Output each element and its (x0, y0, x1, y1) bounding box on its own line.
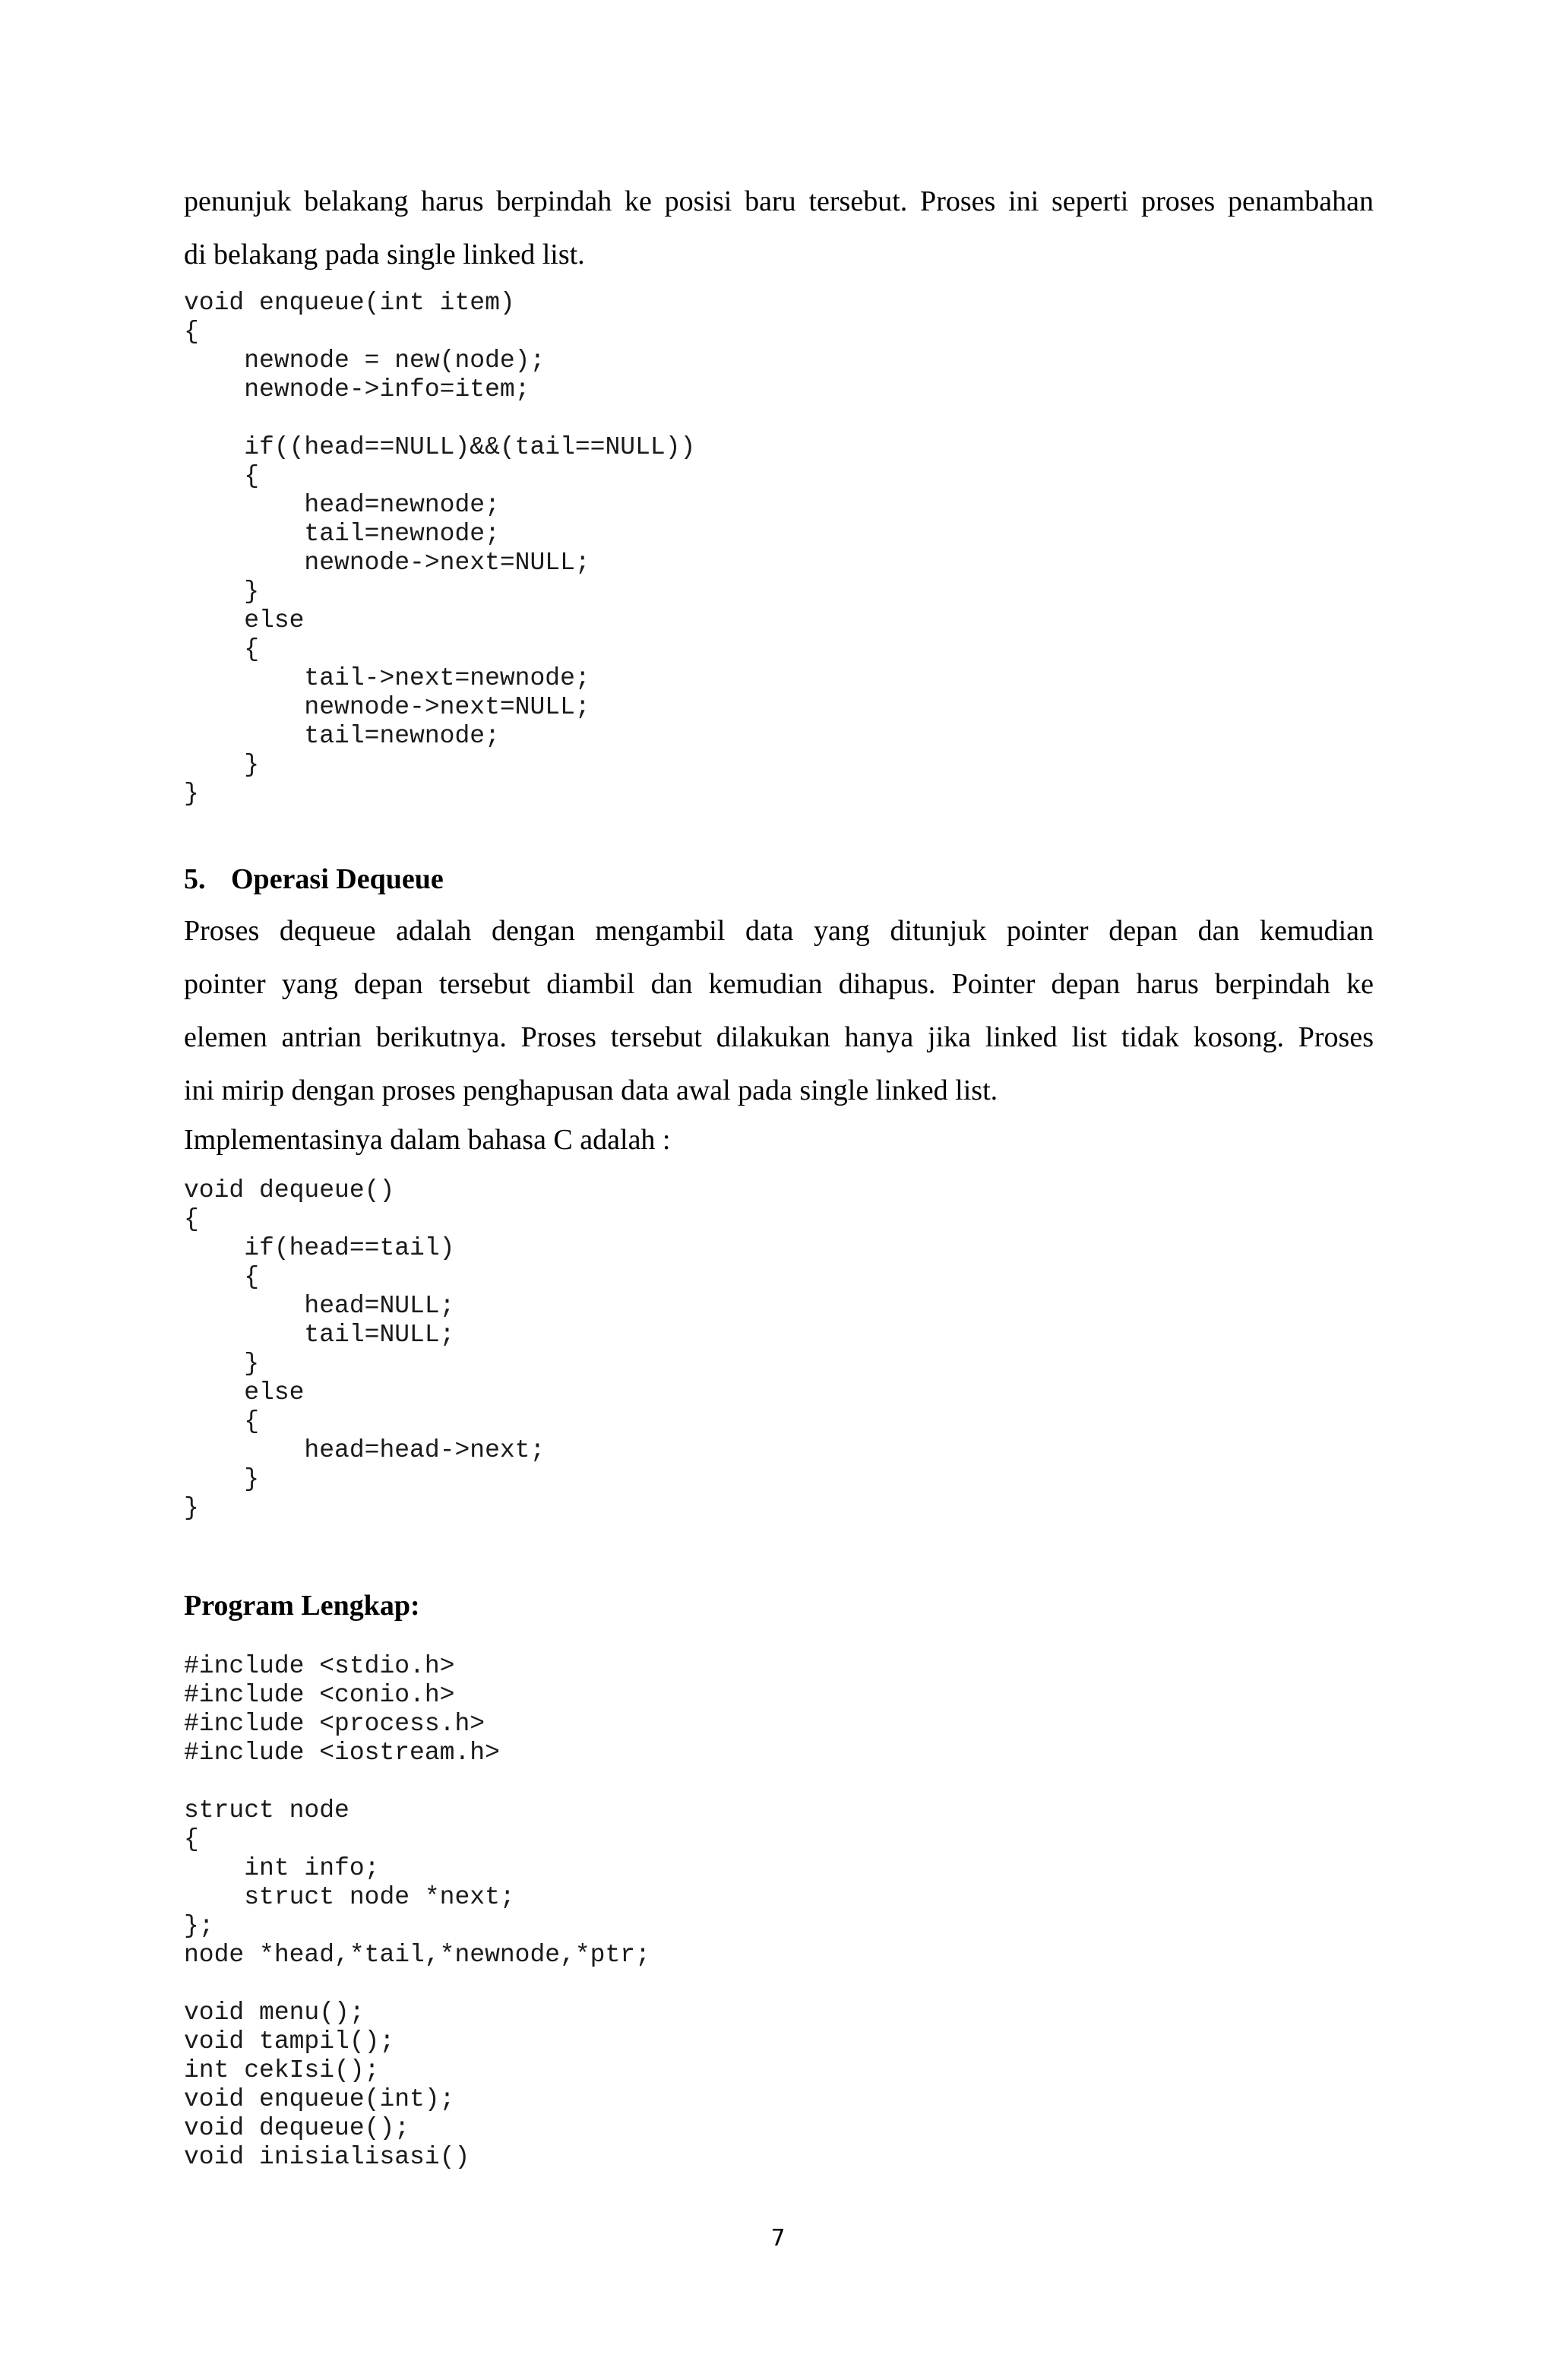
code-line: #include <conio.h> (184, 1681, 455, 1709)
code-line: { (184, 1263, 260, 1291)
code-line: newnode->next=NULL; (184, 549, 590, 577)
code-line: } (184, 751, 260, 779)
code-line: tail=NULL; (184, 1321, 455, 1349)
code-line: node *head,*tail,*newnode,*ptr; (184, 1941, 650, 1969)
code-line: void dequeue(); (184, 2114, 410, 2142)
code-line: struct node (184, 1796, 349, 1825)
code-line: if((head==NULL)&&(tail==NULL)) (184, 433, 696, 461)
enqueue-code-block (184, 289, 695, 809)
program-code-block (184, 1652, 650, 2172)
code-line: struct node *next; (184, 1883, 515, 1911)
page-number: 7 (770, 2225, 786, 2252)
section-5-number: 5. (184, 863, 206, 895)
code-line: #include <stdio.h> (184, 1652, 455, 1680)
code-line: { (184, 1407, 260, 1435)
program-heading: Program Lengkap: (184, 1590, 420, 1622)
code-line: else (184, 606, 305, 635)
code-line (184, 1970, 650, 1999)
code-line: { (184, 1205, 199, 1233)
dequeue-paragraph-line-4: ini mirip dengan proses penghapusan data awal pada single linked list. (184, 1074, 998, 1106)
code-line (184, 404, 695, 433)
code-line: if(head==tail) (184, 1234, 455, 1262)
code-line: { (184, 635, 260, 663)
code-line: void enqueue(int item) (184, 289, 515, 317)
section-5-title: Operasi Dequeue (231, 863, 444, 895)
code-line: }; (184, 1912, 214, 1940)
dequeue-code-block (184, 1176, 545, 1523)
code-line: } (184, 578, 260, 606)
code-line: int info; (184, 1854, 380, 1882)
code-line: } (184, 1465, 260, 1493)
code-line: head=newnode; (184, 491, 500, 519)
code-line: } (184, 1494, 199, 1522)
code-line (184, 1768, 650, 1796)
code-line: newnode->info=item; (184, 375, 530, 404)
code-line: newnode = new(node); (184, 347, 546, 375)
code-line: void enqueue(int); (184, 2085, 455, 2113)
code-line: head=NULL; (184, 1292, 455, 1320)
dequeue-paragraph-line-2: pointer yang depan tersebut diambil dan kemudian dihapus. Pointer depan harus berpindah ke (184, 968, 1374, 1000)
code-line: #include <process.h> (184, 1710, 485, 1738)
code-line: { (184, 318, 199, 346)
intro-line-2: di belakang pada single linked list. (184, 239, 585, 271)
implementation-line: Implementasinya dalam bahasa C adalah : (184, 1124, 671, 1156)
code-line: else (184, 1378, 305, 1407)
dequeue-paragraph (184, 904, 1374, 1117)
code-line: } (184, 1350, 260, 1378)
dequeue-paragraph-line-3: elemen antrian berikutnya. Proses tersebut dilakukan hanya jika linked list tidak kosong. Proses (184, 1021, 1374, 1053)
code-line: newnode->next=NULL; (184, 693, 590, 721)
code-line: { (184, 1825, 199, 1853)
intro-line-1: penunjuk belakang harus berpindah ke posisi baru tersebut. Proses ini seperti proses penambahan (184, 185, 1374, 217)
code-line: } (184, 780, 199, 808)
code-line: { (184, 462, 260, 490)
dequeue-paragraph-line-1: Proses dequeue adalah dengan mengambil data yang ditunjuk pointer depan dan kemudian (184, 915, 1374, 947)
section-5-heading (184, 860, 444, 898)
code-line: void menu(); (184, 1999, 365, 2027)
code-line: head=head->next; (184, 1436, 546, 1464)
code-line: tail=newnode; (184, 722, 500, 750)
intro-paragraph (184, 175, 1374, 281)
code-line: void tampil(); (184, 2027, 395, 2056)
code-line: int cekIsi(); (184, 2056, 380, 2084)
code-line: tail->next=newnode; (184, 664, 590, 692)
code-line: void dequeue() (184, 1176, 395, 1204)
code-line: void inisialisasi() (184, 2143, 470, 2171)
code-line: tail=newnode; (184, 520, 500, 548)
code-line: #include <iostream.h> (184, 1739, 500, 1767)
